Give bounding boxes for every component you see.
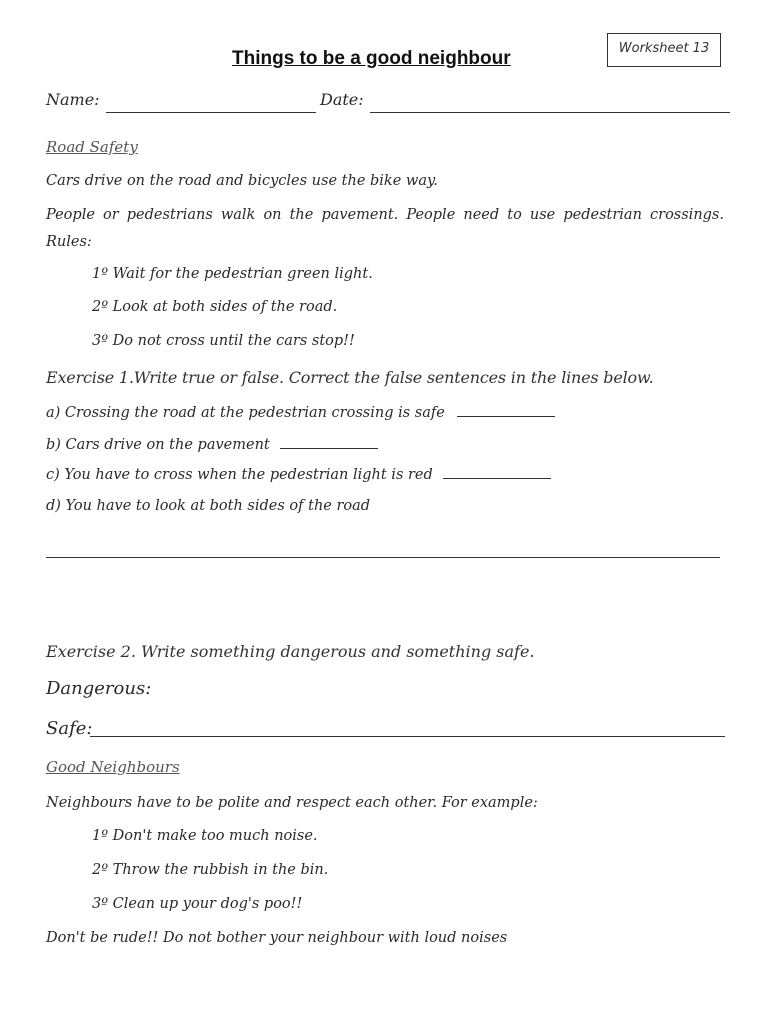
exercise-2-heading: Exercise 2. Write something dangerous and something safe. [46,642,535,661]
worksheet-number-badge: Worksheet 13 [607,33,721,67]
exercise-1-item-c-text: c) You have to cross when the pedestrian light is red [46,467,433,483]
exercise-1-item-b [46,437,378,453]
exercise-1-item-b-text: b) Cars drive on the pavement [46,437,270,453]
road-safety-paragraph-1: Cars drive on the road and bicycles use the bike way. [46,173,438,189]
neighbour-rule-3: 3º Clean up your dog's poo!! [92,896,303,912]
date-line[interactable] [370,112,730,113]
good-neighbours-closing: Don't be rude!! Do not bother your neighbour with loud noises [46,930,508,946]
dangerous-label: Dangerous: [46,678,152,699]
exercise-1-item-a-text: a) Crossing the road at the pedestrian crossing is safe [46,405,445,421]
exercise-1-correction-line[interactable] [46,557,720,558]
road-safety-paragraph-2: People or pedestrians walk on the pavement. People need to use pedestrian crossings. Rules: [46,207,724,250]
safe-label: Safe: [46,718,93,739]
page-title: Things to be a good neighbour [232,48,511,69]
exercise-1-answer-a[interactable] [457,416,555,417]
exercise-1-item-a [46,405,555,421]
road-rule-1: 1º Wait for the pedestrian green light. [92,266,373,282]
neighbour-rule-2: 2º Throw the rubbish in the bin. [92,862,329,878]
exercise-1-item-d: d) You have to look at both sides of the road [46,498,371,514]
date-label: Date: [320,90,364,109]
name-line[interactable] [106,112,316,113]
exercise-1-heading: Exercise 1.Write true or false. Correct the false sentences in the lines below. [46,368,654,387]
road-rule-3: 3º Do not cross until the cars stop!! [92,333,355,349]
name-label: Name: [46,90,100,109]
exercise-1-answer-c[interactable] [443,478,551,479]
road-rule-2: 2º Look at both sides of the road. [92,299,338,315]
neighbour-rule-1: 1º Don't make too much noise. [92,828,318,844]
exercise-1-item-c [46,467,551,483]
good-neighbours-heading: Good Neighbours [46,758,180,776]
safe-answer-line[interactable] [90,736,725,737]
exercise-1-answer-b[interactable] [280,448,378,449]
road-safety-heading: Road Safety [46,138,138,156]
good-neighbours-paragraph: Neighbours have to be polite and respect each other. For example: [46,795,538,811]
